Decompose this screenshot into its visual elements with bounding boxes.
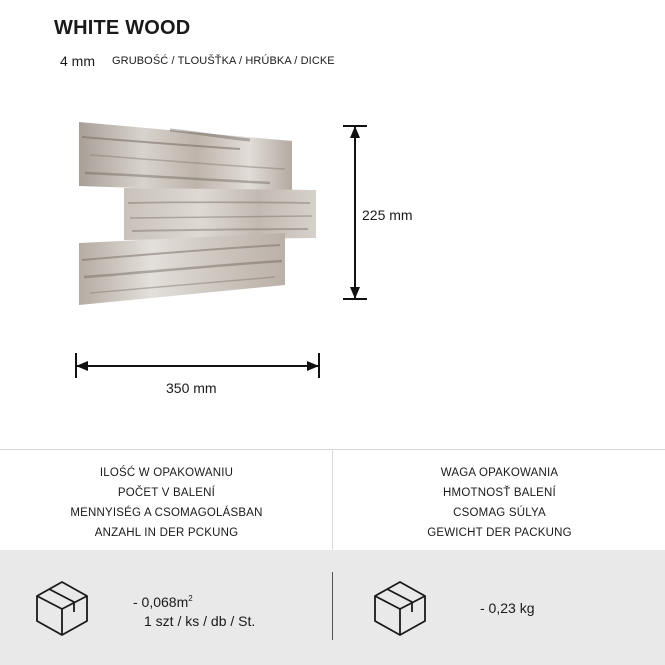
- weight-label-pl: WAGA OPAKOWANIA: [440, 467, 559, 479]
- arrow-right-icon: [307, 361, 319, 371]
- package-divider: [332, 572, 333, 640]
- weight-labels: [333, 463, 665, 543]
- width-dimension-line: [76, 365, 319, 367]
- package-box-icon: [34, 578, 90, 638]
- top-plank: [79, 122, 292, 193]
- middle-plank: [124, 188, 316, 240]
- height-dimension-line: [354, 126, 356, 299]
- area-value: [133, 594, 193, 610]
- arrow-left-icon: [76, 361, 88, 371]
- quantity-label-pl: ILOŚĆ W OPAKOWANIU: [99, 467, 234, 479]
- thickness-value: 4 mm: [60, 53, 95, 69]
- weight-label-cz: HMOTNOSŤ BALENÍ: [443, 487, 556, 499]
- product-title: WHITE WOOD: [54, 17, 191, 39]
- quantity-label-cz: POČET V BALENÍ: [117, 487, 216, 499]
- area-value-text: - 0,068m: [133, 594, 189, 610]
- wood-panel-image: [70, 115, 330, 310]
- height-label: 225 mm: [362, 207, 413, 223]
- weight-label-hu: CSOMAG SÚLYA: [453, 507, 546, 519]
- weight-value: - 0,23 kg: [480, 600, 535, 616]
- thickness-label: GRUBOŚĆ / TLOUŠŤKA / HRÚBKA / DICKE: [112, 55, 335, 67]
- bottom-plank: [79, 233, 285, 305]
- quantity-label-de: ANZAHL IN DER PCKUNG: [94, 527, 239, 539]
- arrow-down-icon: [350, 287, 360, 299]
- area-unit-superscript: 2: [188, 594, 193, 603]
- package-box-icon: [372, 578, 428, 638]
- weight-label-de: GEWICHT DER PACKUNG: [427, 527, 572, 539]
- quantity-label-hu: MENNYISÉG A CSOMAGOLÁSBAN: [70, 507, 263, 519]
- quantity-labels: [0, 463, 333, 543]
- width-label: 350 mm: [166, 380, 217, 396]
- arrow-up-icon: [350, 126, 360, 138]
- pieces-value: 1 szt / ks / db / St.: [144, 613, 256, 629]
